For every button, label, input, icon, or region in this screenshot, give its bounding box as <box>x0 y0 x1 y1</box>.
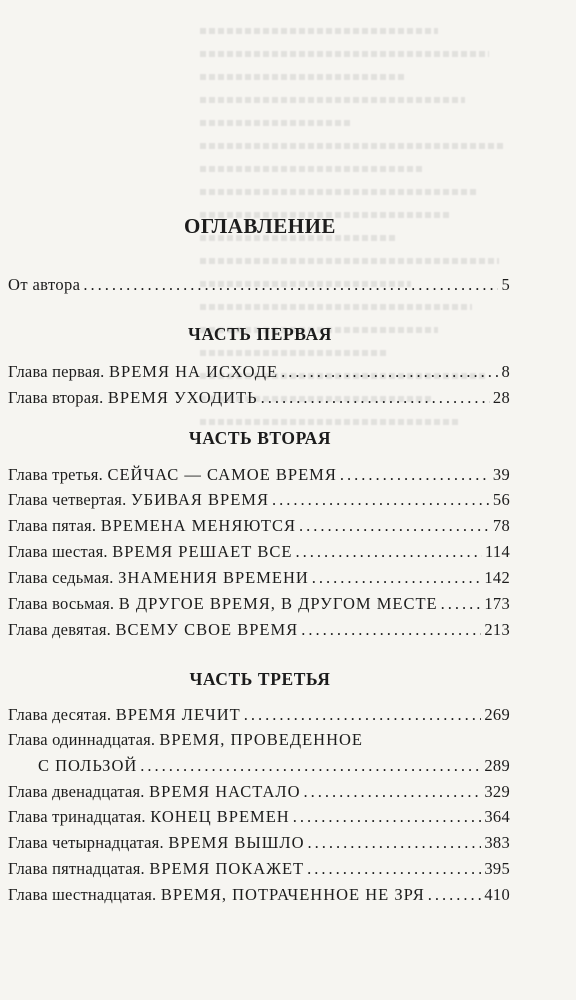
chapter-number: Глава десятая. <box>8 705 112 724</box>
toc-entry <box>8 362 510 382</box>
toc-title: ОГЛАВЛЕНИЕ <box>184 214 336 238</box>
entry-label <box>8 859 304 879</box>
dot-leader <box>293 807 482 827</box>
chapter-number: Глава шестая. <box>8 542 108 561</box>
dot-leader <box>301 620 481 640</box>
chapter-title: ВРЕМЕНА МЕНЯЮТСЯ <box>100 516 296 535</box>
entry-label <box>8 807 290 827</box>
chapter-title: ВРЕМЯ ПОКАЖЕТ <box>149 859 305 878</box>
chapter-title: ВРЕМЯ УХОДИТЬ <box>107 388 258 407</box>
dot-leader <box>261 388 490 408</box>
entry-label <box>8 542 293 562</box>
dot-leader <box>307 859 481 879</box>
page-number: 78 <box>492 516 510 535</box>
page-number: 28 <box>492 388 510 407</box>
page-number: 114 <box>484 542 510 561</box>
entry-label <box>8 885 425 905</box>
toc-entry <box>8 516 510 536</box>
page-number: 289 <box>484 756 510 775</box>
entry-label <box>8 833 305 853</box>
toc-entry <box>8 620 510 640</box>
chapter-title: ВСЕМУ СВОЕ ВРЕМЯ <box>115 620 299 639</box>
part-heading: ЧАСТЬ ПЕРВАЯ <box>188 324 332 344</box>
page-number: 395 <box>484 859 510 878</box>
page-number: 142 <box>484 568 510 587</box>
page-number: 213 <box>484 620 510 639</box>
chapter-number: Глава четвертая. <box>8 490 127 509</box>
toc-entry <box>8 885 510 905</box>
dot-leader <box>428 885 482 905</box>
chapter-number: Глава тринадцатая. <box>8 807 146 826</box>
toc-entry <box>8 782 510 802</box>
page-number: 8 <box>501 362 510 381</box>
dot-leader <box>296 542 482 562</box>
toc-entry-first-line <box>8 730 510 750</box>
chapter-title: В ДРУГОЕ ВРЕМЯ, В ДРУГОМ МЕСТЕ <box>118 594 438 613</box>
entry-label <box>8 490 269 510</box>
page-number: 383 <box>484 833 510 852</box>
chapter-number: Глава четырнадцатая. <box>8 833 164 852</box>
page-number: 173 <box>484 594 510 613</box>
page-number: 5 <box>501 275 510 294</box>
dot-leader <box>312 568 482 588</box>
dot-leader <box>340 465 490 485</box>
entry-label <box>8 568 309 588</box>
dot-leader <box>83 275 498 295</box>
dot-leader <box>299 516 490 536</box>
dot-leader <box>272 490 490 510</box>
part-heading: ЧАСТЬ ВТОРАЯ <box>188 428 332 448</box>
chapter-number: Глава третья. <box>8 465 103 484</box>
page-number: 329 <box>484 782 510 801</box>
chapter-title: ВРЕМЯ НАСТАЛО <box>149 782 301 801</box>
chapter-title: ВРЕМЯ ЛЕЧИТ <box>115 705 241 724</box>
dot-leader <box>304 782 482 802</box>
page-number: 56 <box>492 490 510 509</box>
toc-entry <box>8 388 510 408</box>
entry-label <box>8 782 301 802</box>
chapter-number: Глава одиннадцатая. <box>8 730 156 749</box>
entry-label <box>8 620 298 640</box>
page-number: 364 <box>484 807 510 826</box>
entry-label <box>8 594 438 614</box>
toc-entry <box>8 705 510 725</box>
entry-label <box>8 388 258 408</box>
chapter-title: СЕЙЧАС — САМОЕ ВРЕМЯ <box>107 465 337 484</box>
toc-entry <box>8 542 510 562</box>
chapter-number: Глава шестнадцатая. <box>8 885 157 904</box>
chapter-number: Глава восьмая. <box>8 594 115 613</box>
chapter-title: ЗНАМЕНИЯ ВРЕМЕНИ <box>118 568 309 587</box>
toc-entry <box>8 833 510 853</box>
page-number: 39 <box>492 465 510 484</box>
toc-entry <box>8 807 510 827</box>
toc-entry <box>8 594 510 614</box>
chapter-number: Глава пятнадцатая. <box>8 859 145 878</box>
chapter-number: Глава седьмая. <box>8 568 114 587</box>
page-number: 269 <box>484 705 510 724</box>
chapter-title: ВРЕМЯ РЕШАЕТ ВСЕ <box>112 542 293 561</box>
dot-leader <box>140 756 481 776</box>
entry-label <box>8 362 278 382</box>
page-number: 410 <box>484 885 510 904</box>
chapter-title: ВРЕМЯ, ПОТРАЧЕННОЕ НЕ ЗРЯ <box>160 885 425 904</box>
toc-entry <box>8 490 510 510</box>
entry-label <box>8 516 296 536</box>
entry-label <box>8 705 241 725</box>
dot-leader <box>281 362 498 382</box>
chapter-title: КОНЕЦ ВРЕМЕН <box>150 807 290 826</box>
entry-label: От автора <box>8 275 81 294</box>
chapter-number: Глава пятая. <box>8 516 97 535</box>
toc-entry <box>8 568 510 588</box>
dot-leader <box>244 705 482 725</box>
chapter-title: ВРЕМЯ НА ИСХОДЕ <box>109 362 279 381</box>
dot-leader <box>441 594 482 614</box>
chapter-title: ВРЕМЯ ВЫШЛО <box>168 833 305 852</box>
chapter-title: ВРЕМЯ, ПРОВЕДЕННОЕ <box>159 730 364 749</box>
toc-entry <box>8 859 510 879</box>
toc-entry-preface <box>8 275 510 295</box>
part-heading: ЧАСТЬ ТРЕТЬЯ <box>189 669 331 689</box>
toc-entry-continuation <box>38 756 510 776</box>
entry-label <box>38 756 137 776</box>
chapter-number: Глава двенадцатая. <box>8 782 145 801</box>
chapter-number: Глава первая. <box>8 362 105 381</box>
chapter-title-continuation: С ПОЛЬЗОЙ <box>38 756 138 775</box>
chapter-title: УБИВАЯ ВРЕМЯ <box>130 490 269 509</box>
chapter-number: Глава девятая. <box>8 620 112 639</box>
dot-leader <box>308 833 482 853</box>
entry-label <box>8 465 337 485</box>
chapter-number: Глава вторая. <box>8 388 104 407</box>
toc-entry <box>8 465 510 485</box>
